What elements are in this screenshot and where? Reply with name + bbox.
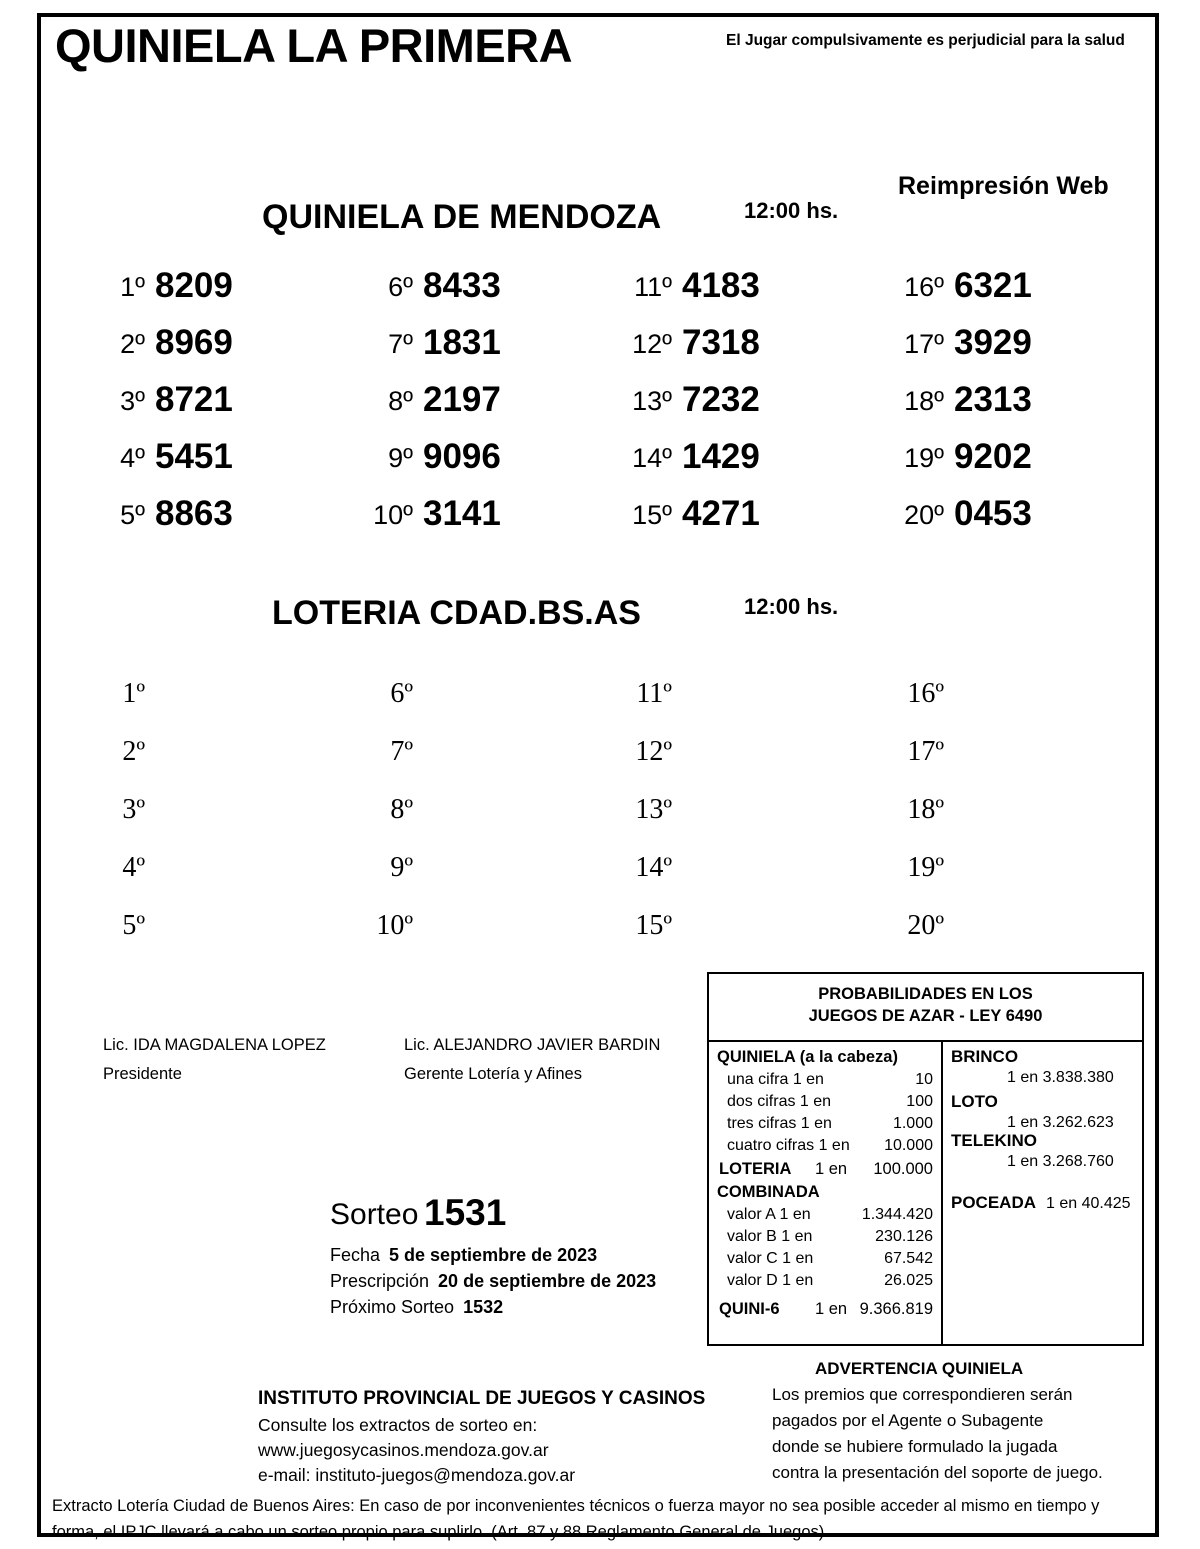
result-ordinal [0,852,944,884]
probability-label: QUINI-6 [719,1300,780,1318]
probability-label: una cifra 1 en [727,1071,824,1088]
combinada-section-header: COMBINADA [717,1183,820,1201]
result-ordinal [0,678,944,710]
ordinal-text: 13º [632,386,672,416]
probability-row [717,1248,939,1270]
ordinal-text: 12º [632,329,672,359]
probability-value: 100.000 [873,1160,933,1178]
result-number [947,323,1032,363]
instituto-line: Consulte los extractos de sorteo en: [258,1415,538,1435]
prescripcion-row [330,1271,656,1292]
number-text: 6321 [954,266,1032,305]
number-text: 2197 [423,380,501,419]
fecha-row [330,1245,597,1266]
game-odds-item [951,1192,1131,1214]
disclaimer-line: forma, el IPJC llevará a cabo un sorteo propio para suplirlo. (Art. 87 y 88 Reglamento General de Juegos) [52,1523,825,1541]
game-odds-item [951,1091,1114,1133]
draw-title-0: QUINIELA DE MENDOZA [262,198,662,236]
probability-value: 1.344.420 [861,1206,933,1223]
instituto-title: INSTITUTO PROVINCIAL DE JUEGOS Y CASINOS [258,1388,706,1409]
probability-row [717,1204,939,1226]
probability-value: 230.126 [875,1228,933,1245]
probability-value: 26.025 [884,1272,933,1289]
ordinal-text: 17º [904,329,944,359]
number-text: 4271 [682,494,760,533]
number-text: 3929 [954,323,1032,362]
result-number [947,266,1032,306]
number-text: 3141 [423,494,501,533]
result-ordinal [0,386,944,417]
probability-label: valor D 1 en [727,1272,814,1289]
ordinal-text: 3º [120,386,145,416]
ordinal-text: 11º [634,272,672,302]
signatory-role: Gerente Lotería y Afines [404,1065,582,1083]
disclaimer-line: Extracto Lotería Ciudad de Buenos Aires: En caso de por inconvenientes técnicos o fuerza mayor no sea posible acceder al mismo en tiempo y [52,1497,1100,1515]
number-text: 8721 [155,380,233,419]
number-text: 4183 [682,266,760,305]
ordinal-text: 19º [907,852,944,883]
result-ordinal [0,443,944,474]
ordinal-text: 7º [388,329,413,359]
prescripcion-value: 20 de septiembre de 2023 [438,1271,657,1291]
ordinal-text: 20º [907,910,944,941]
probability-row [717,1069,939,1091]
number-text: 1429 [682,437,760,476]
ordinal-text: 2º [122,736,145,767]
advertencia-title: ADVERTENCIA QUINIELA [815,1359,1024,1378]
number-text: 8969 [155,323,233,362]
number-text: 7232 [682,380,760,419]
probability-row [717,1135,939,1157]
gambling-warning-text: El Jugar compulsivamente es perjudicial para la salud [726,32,1125,49]
draw-title-1: LOTERIA CDAD.BS.AS [272,594,641,632]
prescripcion-label: Prescripción [330,1271,430,1291]
ordinal-text: 12º [635,736,672,767]
probabilities-title-line1: PROBABILIDADES EN LOS [818,985,1033,1003]
result-ordinal [0,794,944,826]
game-name: BRINCO [951,1047,1019,1066]
probability-row [717,1270,939,1292]
sorteo-number: 1531 [424,1192,507,1233]
draw-time-0: 12:00 hs. [744,198,839,223]
ordinal-text: 10º [373,500,413,530]
result-ordinal [0,272,944,303]
signatory-role: Presidente [103,1065,182,1083]
game-odds: 1 en 3.268.760 [1007,1153,1114,1170]
quini6-row [717,1297,939,1321]
advertencia-line: donde se hubiere formulado la jugada [772,1437,1058,1456]
ordinal-text: 15º [635,910,672,941]
number-text: 8433 [423,266,501,305]
game-odds-item [951,1046,1114,1088]
game-name: TELEKINO [951,1131,1037,1150]
ordinal-text: 13º [635,794,672,825]
ordinal-text: 9º [390,852,413,883]
number-text: 9096 [423,437,501,476]
game-name: LOTO [951,1092,998,1111]
ordinal-text: 18º [904,386,944,416]
result-ordinal [0,910,944,942]
ordinal-text: 5º [122,910,145,941]
probability-mid: 1 en [815,1160,848,1178]
probability-value: 9.366.819 [859,1300,933,1318]
signatory-name: Lic. ALEJANDRO JAVIER BARDIN [404,1036,661,1054]
result-number [947,380,1032,420]
advertencia-line: contra la presentación del soporte de juego. [772,1463,1103,1482]
ordinal-text: 11º [636,678,672,709]
number-text: 8863 [155,494,233,533]
advertencia-line: Los premios que correspondieren serán [772,1385,1073,1404]
signatory-name: Lic. IDA MAGDALENA LOPEZ [103,1036,326,1054]
instituto-line: www.juegosycasinos.mendoza.gov.ar [258,1440,549,1460]
ordinal-text: 20º [904,500,944,530]
probabilities-table [707,972,1144,1346]
probability-row [717,1226,939,1248]
draw-time-1: 12:00 hs. [744,594,839,619]
probabilities-title-line2: JUEGOS DE AZAR - LEY 6490 [808,1007,1043,1025]
ordinal-text: 4º [122,852,145,883]
result-number [947,437,1032,477]
ordinal-text: 16º [904,272,944,302]
ordinal-text: 14º [635,852,672,883]
ordinal-text: 6º [388,272,413,302]
probabilities-left-column [717,1046,939,1321]
game-odds: 1 en 3.262.623 [1007,1114,1114,1131]
probabilities-title [709,974,1142,1042]
probability-label: valor B 1 en [727,1228,813,1245]
ordinal-text: 14º [632,443,672,473]
fecha-value: 5 de septiembre de 2023 [389,1245,598,1265]
number-text: 1831 [423,323,501,362]
probability-label: cuatro cifras 1 en [727,1137,850,1154]
number-text: 7318 [682,323,760,362]
loteria-row [717,1157,939,1181]
page-title: QUINIELA LA PRIMERA [55,19,573,72]
number-text: 0453 [954,494,1032,533]
ordinal-text: 2º [120,329,145,359]
ordinal-text: 18º [907,794,944,825]
probability-row [717,1091,939,1113]
sorteo-label: Sorteo [330,1198,419,1231]
ordinal-text: 3º [122,794,145,825]
game-odds-item [951,1130,1114,1172]
proximo-sorteo-label: Próximo Sorteo [330,1297,455,1317]
ordinal-text: 4º [120,443,145,473]
probability-mid: 1 en [815,1300,848,1318]
probability-value: 1.000 [892,1115,933,1132]
ordinal-text: 8º [388,386,413,416]
result-ordinal [0,736,944,768]
ordinal-text: 8º [390,794,413,825]
number-text: 8209 [155,266,233,305]
ordinal-text: 19º [904,443,944,473]
table-column-divider [941,1042,943,1346]
probability-value: 10 [915,1071,933,1088]
probability-value: 100 [906,1093,933,1110]
ordinal-text: 1º [120,272,145,302]
quiniela-section-header: QUINIELA (a la cabeza) [717,1048,898,1066]
game-odds: 1 en 3.838.380 [1007,1069,1114,1086]
probability-value: 67.542 [884,1250,933,1267]
number-text: 2313 [954,380,1032,419]
ordinal-text: 7º [390,736,413,767]
ordinal-text: 6º [390,678,413,709]
proximo-sorteo-value: 1532 [463,1297,504,1317]
ordinal-text: 5º [120,500,145,530]
reprint-label: Reimpresión Web [898,172,1109,200]
result-ordinal [0,329,944,360]
ordinal-text: 10º [376,910,413,941]
game-odds: 1 en 40.425 [1046,1195,1131,1212]
ordinal-text: 15º [632,500,672,530]
probability-value: 10.000 [884,1137,933,1154]
instituto-line: e-mail: instituto-juegos@mendoza.gov.ar [258,1465,576,1485]
number-text: 5451 [155,437,233,476]
probability-label: LOTERIA [719,1160,792,1178]
ordinal-text: 9º [388,443,413,473]
probability-label: dos cifras 1 en [727,1093,832,1110]
number-text: 9202 [954,437,1032,476]
result-number [947,494,1032,534]
probability-label: valor C 1 en [727,1250,814,1267]
proximo-sorteo-row [330,1297,503,1318]
ordinal-text: 16º [907,678,944,709]
ordinal-text: 17º [907,736,944,767]
result-ordinal [0,500,944,531]
probability-label: valor A 1 en [727,1206,811,1223]
probability-label: tres cifras 1 en [727,1115,832,1132]
advertencia-line: pagados por el Agente o Subagente [772,1411,1044,1430]
ordinal-text: 1º [122,678,145,709]
game-name: POCEADA [951,1193,1037,1212]
fecha-label: Fecha [330,1245,381,1265]
probability-row [717,1113,939,1135]
